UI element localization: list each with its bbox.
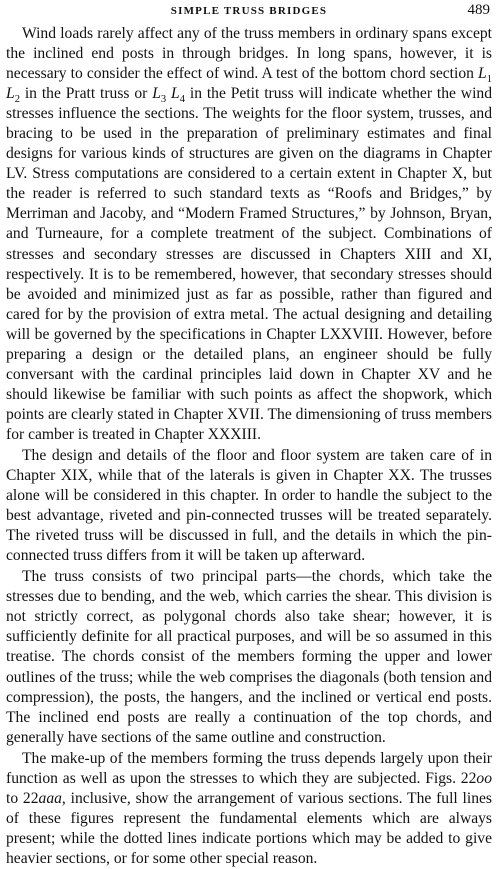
subscript: 1 <box>486 74 492 86</box>
running-header <box>6 4 492 22</box>
running-title: SIMPLE TRUSS BRIDGES <box>170 5 328 17</box>
page-number: 489 <box>467 2 490 18</box>
italic-symbol: L <box>171 85 180 103</box>
italic-symbol: L <box>6 85 15 103</box>
paragraph-floor-system: The design and details of the floor and floor system are taken care of in Chapter XIX, while that of the laterals is given in Chapter XX. The trusses alone will be considered in this chapter. In order to handle the subject to the best advantage, riveted and pin-connected trusses will be treated separately. The riveted truss will be discussed in full, and the details in which the pin-connected truss differs from it will be taken up afterward. <box>6 446 492 565</box>
italic-symbol: L <box>478 65 487 83</box>
paragraph-member-makeup: The make-up of the members forming the truss depends largely upon their function as well as upon the stresses to which they are subjected. Figs. 22oo to 22aaa, inclusive, show the arrangement of various sections. The full lines of these figures represent the fundamental elements which are always present; while the dotted lines indicate portions which may be added to give heavier sections, or for some other special reason. <box>6 749 493 867</box>
paragraph-wind-loads: Wind loads rarely affect any of the truss members in ordinary spans except the inclined end posts in through bridges. In long spans, however, it is necessary to consider the effect of wind. A test of the bottom chord section $L_1$ $L_2$ in the Pratt truss or $L_3$ $L_4$ in the Petit truss will indicate whether the wind stresses influence the sections. The weights for the floor system, trusses, and bracing to be used in the preparation of preliminary estimates and final designs for various kinds of structures are given on the diagrams in Chapter LV. Stress computations are considered to a certain extent in Chapter X, but the reader is referred to such standard texts as “Roofs and Bridges,” by Merriman and Jacoby, and “Modern Framed Structures,” by Johnson, Bryan, and Turneaure, for a complete treatment of the subject. Combinations of stresses and secondary stresses are discussed in Chapters XIII and XI, respectively. It is to be remembered, however, that secondary stresses should be avoided and minimized just as far as possible, rather than figured and cared for by the provision of extra metal. The actual designing and detailing will be governed by the specifications in Chapter LXXVIII. However, before preparing a design or the detailed plans, an engineer should be fully conversant with the cardinal principles laid down in Chapter XV and he should likewise be familiar with such points as affect the shopwork, which points are clearly stated in Chapter XVII. The dimensioning of truss members for camber is treated in Chapter XXXIII. <box>6 25 492 443</box>
subscript: 4 <box>179 94 186 106</box>
italic-symbol: L <box>152 85 161 103</box>
italic-symbol: aaa <box>38 789 62 807</box>
subscript: 2 <box>14 94 20 106</box>
italic-symbol: oo <box>476 769 492 787</box>
paragraph-truss-parts: The truss consists of two principal parts—the chords, which take the stresses due to bending, and the web, which carries the shear. This division is not strictly correct, as polygonal chords also take shear; however, it is sufficiently definite for all practical purposes, and will be so assumed in this treatise. The chords consist of the members forming the upper and lower outlines of the truss; while the web comprises the diagonals (both tension and compression), the posts, the hangers, and the inclined or vertical end posts. The inclined end posts are really a continuation of the top chords, and generally have sections of the same outline and construction. <box>6 568 492 746</box>
subscript: 3 <box>160 94 167 106</box>
body-text <box>6 24 492 869</box>
